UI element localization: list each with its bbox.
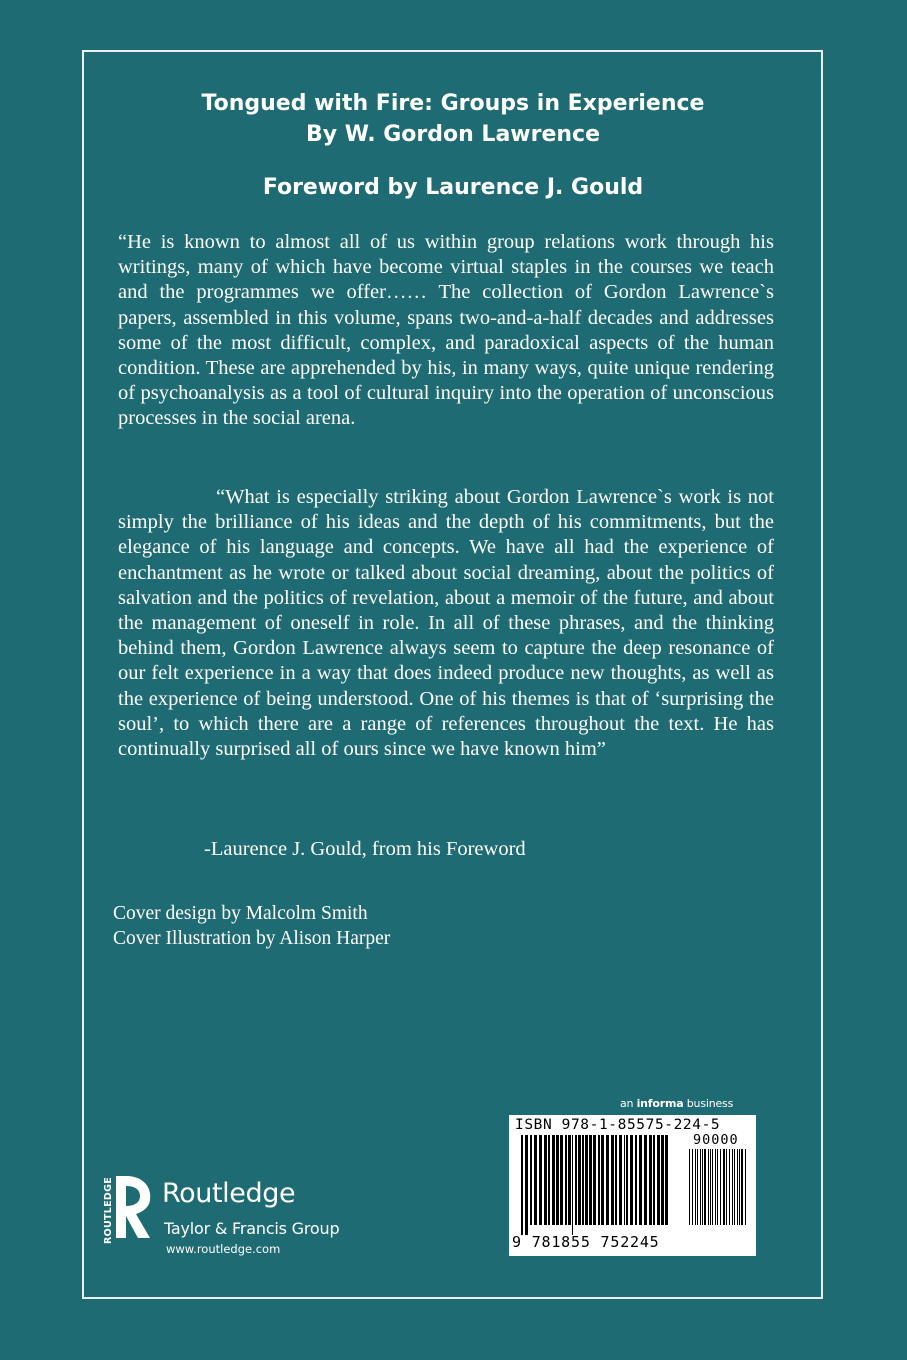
addon-barcode-bars (689, 1149, 751, 1235)
barcode-bar (556, 1135, 559, 1225)
barcode-bar (745, 1149, 746, 1225)
barcode-bar (710, 1149, 711, 1225)
barcode-bar (578, 1135, 581, 1225)
informa-business-tag: an informa business (620, 1097, 734, 1110)
barcode-bar (544, 1135, 547, 1225)
barcode-bar (593, 1135, 596, 1225)
barcode-bar (741, 1149, 743, 1225)
barcode-bar (530, 1135, 532, 1225)
quote-attribution: -Laurence J. Gould, from his Foreword (204, 838, 526, 860)
barcode-bar (565, 1135, 567, 1225)
barcode-bar (630, 1135, 633, 1225)
barcode-bar (539, 1135, 542, 1225)
quote-paragraph-first: “He is known to almost all of us within group relations work through his writings, many of which have become virtual staples in the courses we teach and the programmes we offer…… The collection of Gordon Lawrence`s papers, assembled in this volume, spans two-and-a-half decades and addresses some of the most difficult, complex, and paradoxical aspects of the human condition. These are apprehended by his, in many ways, quite unique rendering of psychoanalysis as a tool of cultural inquiry into the operation of unconscious processes in the social arena. (118, 231, 774, 430)
barcode-bar (589, 1135, 592, 1225)
barcode-bar (697, 1149, 698, 1225)
barcode-bar (712, 1149, 713, 1225)
barcode-bar (525, 1135, 528, 1235)
publisher-url: www.routledge.com (166, 1242, 281, 1256)
barcode-bar (653, 1135, 655, 1225)
foreword-credit: Foreword by Laurence J. Gould (262, 175, 644, 200)
barcode-bar (739, 1149, 740, 1225)
barcode-bar (560, 1135, 563, 1225)
barcode-bar (619, 1135, 622, 1225)
quote-paragraph-second: “What is especially striking about Gordon Lawrence`s work is not simply the brilliance of his ideas and the depth of his commitments, but the elegance of his language and concepts. We have all had the experience of enchantment as he wrote or talked about social dreaming, about the politics of salvation and the politics of revelation, about a memoir of the future, and about the management of oneself in role. In all of these phrases, and the thinking behind them, Gordon Lawrence always seem to capture the deep resonance of our felt experience in a way that does indeed produce new thoughts, as well as the experience of being understood. One of his themes is that of ‘surprising the soul’, to which there are a range of references throughout the text. He has continually surprised all of ours since we have known him” (118, 486, 774, 761)
routledge-vertical-wordmark: ROUTLEDGE (103, 1176, 114, 1244)
price-code: 90000 (693, 1132, 739, 1148)
barcode-bar (575, 1135, 577, 1225)
barcode-bar (568, 1135, 571, 1225)
barcode-bar (611, 1135, 614, 1225)
book-author: By W. Gordon Lawrence (305, 122, 601, 147)
barcode-bar (665, 1135, 668, 1225)
barcode-bar (582, 1135, 584, 1225)
barcode-bar (644, 1135, 647, 1225)
barcode-bar (635, 1135, 637, 1225)
barcode-bar (702, 1149, 703, 1225)
barcode-bar (726, 1149, 727, 1225)
barcode-bar (704, 1149, 706, 1225)
barcode-bar (649, 1135, 652, 1225)
barcode-bar (715, 1149, 716, 1225)
publisher-group: Taylor & Francis Group (164, 1219, 340, 1238)
barcode-bar (521, 1135, 523, 1235)
barcode-bar (708, 1149, 709, 1225)
barcode-bar (720, 1149, 721, 1225)
barcode-bar (729, 1149, 730, 1225)
barcode-bar (585, 1135, 588, 1225)
barcode-bar (737, 1149, 738, 1225)
book-title: Tongued with Fire: Groups in Experience (201, 91, 705, 116)
barcode-bar (606, 1135, 609, 1225)
barcode-bar (732, 1149, 733, 1225)
barcode-bar (657, 1135, 660, 1225)
ean-barcode-bars (521, 1135, 671, 1235)
isbn-barcode (509, 1115, 756, 1256)
barcode-bar (734, 1149, 735, 1225)
barcode-bar (534, 1135, 537, 1225)
cover-illustration-credit: Cover Illustration by Alison Harper (113, 928, 391, 949)
cover-credits (113, 901, 390, 951)
barcode-bar (552, 1135, 555, 1225)
barcode-bar (615, 1135, 617, 1225)
barcode-bar (689, 1149, 690, 1225)
title-block (120, 88, 786, 203)
barcode-bar (692, 1149, 693, 1225)
barcode-bar (661, 1135, 664, 1225)
barcode-bar (626, 1135, 628, 1225)
barcode-bar (717, 1149, 718, 1225)
isbn-number: ISBN 978-1-85575-224-5 (515, 1117, 721, 1133)
ean-digits: 9 781855 752245 (512, 1233, 660, 1251)
informa-brand: informa (636, 1097, 684, 1110)
barcode-bar (695, 1149, 696, 1225)
publisher-name: Routledge (162, 1178, 296, 1209)
barcode-bar (601, 1135, 604, 1225)
barcode-bar (624, 1135, 625, 1225)
barcode-bar (700, 1149, 701, 1225)
barcode-bar (723, 1149, 725, 1225)
barcode-bar (598, 1135, 600, 1225)
barcode-bar (548, 1135, 550, 1225)
barcode-bar (572, 1135, 573, 1235)
barcode-bar (639, 1135, 642, 1225)
cover-design-credit: Cover design by Malcolm Smith (113, 903, 368, 924)
